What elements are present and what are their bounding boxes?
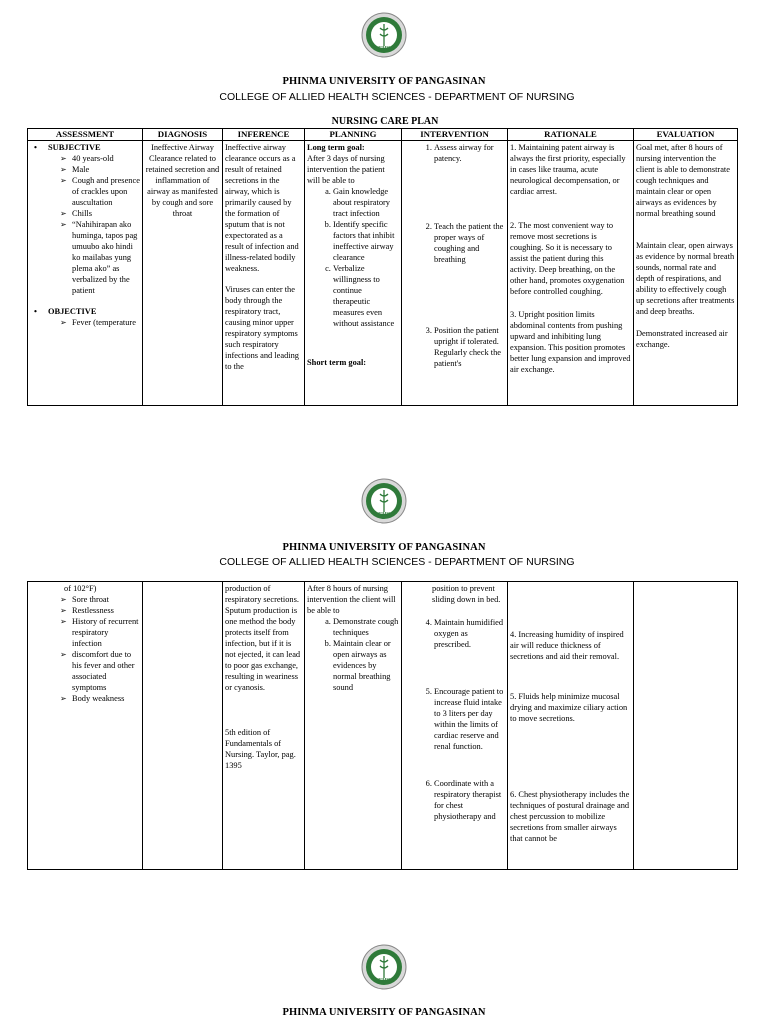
evaluation-item: Demonstrated increased air exchange. <box>636 329 728 349</box>
col-evaluation: EVALUATION <box>634 129 738 141</box>
list-item: ➢ Cough and presence of crackles upon auscultation <box>72 175 140 208</box>
list-item: ➢ Male <box>72 164 140 175</box>
list-item: ➢ Sore throat <box>72 594 140 605</box>
list-item: b. Identify specific factors that inhibit ineffective airway clearance <box>333 219 399 263</box>
university-name: PHINMA UNIVERSITY OF PANGASINAN <box>282 542 486 553</box>
list-item: 6. Coordinate with a respiratory therapist for chest physiotherapy and <box>434 778 505 822</box>
school-logo <box>361 478 407 524</box>
evaluation-cell <box>634 141 738 406</box>
subjective-label: SUBJECTIVE <box>48 143 101 152</box>
rationale-item: 4. Increasing humidity of inspired air will reduce thickness of secretions and aid their removal. <box>510 630 624 661</box>
rationale-cell <box>508 582 634 870</box>
planning-intro: After 8 hours of nursing intervention the client will be able to <box>307 584 396 615</box>
rationale-cell <box>508 141 634 406</box>
col-rationale: RATIONALE <box>508 129 634 141</box>
inference-paragraph: Viruses can enter the body through the respiratory tract, causing minor upper respiratory symptoms such respiratory infections and leading to the <box>225 285 299 371</box>
intervention-cell <box>402 582 508 870</box>
list-item: a. Gain knowledge about respiratory tract infection <box>333 186 399 219</box>
list-item: ➢ Chills <box>72 208 140 219</box>
table-header-row <box>28 129 738 141</box>
list-item: 5. Encourage patient to increase fluid intake to 3 liters per day within the limits of cardiac reserve and renal function. <box>434 686 505 752</box>
col-intervention: INTERVENTION <box>402 129 508 141</box>
assessment-cell <box>28 582 143 870</box>
intervention-continued: position to prevent sliding down in bed. <box>432 584 501 604</box>
list-item: 3. Position the patient upright if tolerated. Regularly check the patient's <box>434 325 505 369</box>
inference-cell <box>223 582 305 870</box>
school-logo <box>361 12 407 58</box>
table-row <box>28 141 738 406</box>
list-item: ➢ Fever (temperature <box>72 317 140 328</box>
evaluation-item: Goal met, after 8 hours of nursing intervention the client is able to demonstrate cough techniques and maintain clear or open airways as evidences by normal breathing sound <box>636 143 730 218</box>
col-assessment: ASSESSMENT <box>28 129 143 141</box>
rationale-item: 6. Chest physiotherapy includes the techniques of postural drainage and chest percussion to mobilize secretions from smaller airways that cannot be <box>510 790 630 843</box>
list-item: a. Demonstrate cough techniques <box>333 616 399 638</box>
inference-paragraph: Ineffective airway clearance occurs as a result of retained secretions in the airway, which is primarily caused by the formation of sputum that is not expectorated as a result of infection and illness-related bodily weakness. <box>225 143 299 273</box>
planning-cell <box>305 582 402 870</box>
university-name: PHINMA UNIVERSITY OF PANGASINAN <box>282 76 486 87</box>
intervention-cell <box>402 141 508 406</box>
long-term-intro: After 3 days of nursing intervention the patient will be able to <box>307 154 385 185</box>
list-item: ➢ Restlessness <box>72 605 140 616</box>
rationale-item: 1. Maintaining patent airway is always the first priority, especially in cases like trauma, acute neurological decompensation, or cardiac arrest. <box>510 143 626 196</box>
diagnosis-cell: Ineffective Airway Clearance related to retained secretion and inflammation of airway as manifested by cough and sore throat <box>143 141 223 406</box>
plan-title: NURSING CARE PLAN <box>331 116 439 127</box>
rationale-item: 3. Upright position limits abdominal contents from pushing upward and inhibiting lung expansion. This position promotes better lung expansion and improved air exchange. <box>510 310 631 374</box>
list-item: 4. Maintain humidified oxygen as prescribed. <box>434 617 505 650</box>
logo-text: CHS <box>377 46 391 52</box>
col-inference: INFERENCE <box>223 129 305 141</box>
assessment-continued: of 102°F) <box>64 584 97 593</box>
college-name: COLLEGE OF ALLIED HEALTH SCIENCES - DEPARTMENT OF NURSING <box>219 91 575 103</box>
list-item: ➢ discomfort due to his fever and other associated symptoms <box>72 649 140 693</box>
list-item: ➢ History of recurrent respiratory infection <box>72 616 140 649</box>
care-plan-table-page2 <box>27 581 738 870</box>
list-item: c. Verbalize willingness to continue therapeutic measures even without assistance <box>333 263 399 329</box>
table-row <box>28 582 738 870</box>
list-item: ➢ Body weakness <box>72 693 140 704</box>
objective-label: OBJECTIVE <box>48 307 97 316</box>
care-plan-table-page1 <box>27 128 738 406</box>
reference: 5th edition of Fundamentals of Nursing. Taylor, pag. 1395 <box>225 728 296 770</box>
short-term-goal-label: Short term goal: <box>307 358 367 367</box>
rationale-item: 2. The most convenient way to remove most secretions is coughing. So it is necessary to assist the patient during this activity. Deep breathing, on the other hand, promotes oxygenation before controlled coughing. <box>510 221 625 296</box>
rationale-item: 5. Fluids help minimize mucosal drying and maximize ciliary action to move secretions. <box>510 692 628 723</box>
evaluation-item: Maintain clear, open airways as evidence by normal breath sounds, normal rate and depth of respirations, and ability to effectively cough up secretions after treatments and deep breaths. <box>636 241 735 316</box>
planning-cell <box>305 141 402 406</box>
inference-paragraph: production of respiratory secretions. Sputum production is one method the body protects itself from infection, but if it is not ejected, it can lead to poor gas exchange, resulting in weariness or cyanosis. <box>225 584 301 692</box>
assessment-cell: • SUBJECTIVE ➢ 40 years-old ➢ Male ➢ Cough and presence of crackles upon auscultation ➢ Chills ➢ “Nahihirapan ako huminga, tapos pag umuubo ako hindi ko mailabas yung plema ako” as verbalized by the patient • OBJECTIVE ➢ Fever (temperature <box>28 141 143 406</box>
inference-cell <box>223 141 305 406</box>
school-logo <box>361 944 407 990</box>
logo-text: CHS <box>377 978 391 984</box>
evaluation-cell <box>634 582 738 870</box>
col-diagnosis: DIAGNOSIS <box>143 129 223 141</box>
list-item: b. Maintain clear or open airways as evidences by normal breathing sound <box>333 638 399 693</box>
col-planning: PLANNING <box>305 129 402 141</box>
logo-text: CHS <box>377 512 391 518</box>
list-item: ➢ “Nahihirapan ako huminga, tapos pag umuubo ako hindi ko mailabas yung plema ako” as verbalized by the patient <box>72 219 140 296</box>
list-item: ➢ 40 years-old <box>72 153 140 164</box>
long-term-goal-label: Long term goal: <box>307 143 365 152</box>
list-item: 1. Assess airway for patency. <box>434 142 505 164</box>
college-name: COLLEGE OF ALLIED HEALTH SCIENCES - DEPARTMENT OF NURSING <box>219 556 575 568</box>
list-item: 2. Teach the patient the proper ways of coughing and breathing <box>434 221 505 265</box>
university-name: PHINMA UNIVERSITY OF PANGASINAN <box>282 1007 486 1018</box>
diagnosis-cell <box>143 582 223 870</box>
